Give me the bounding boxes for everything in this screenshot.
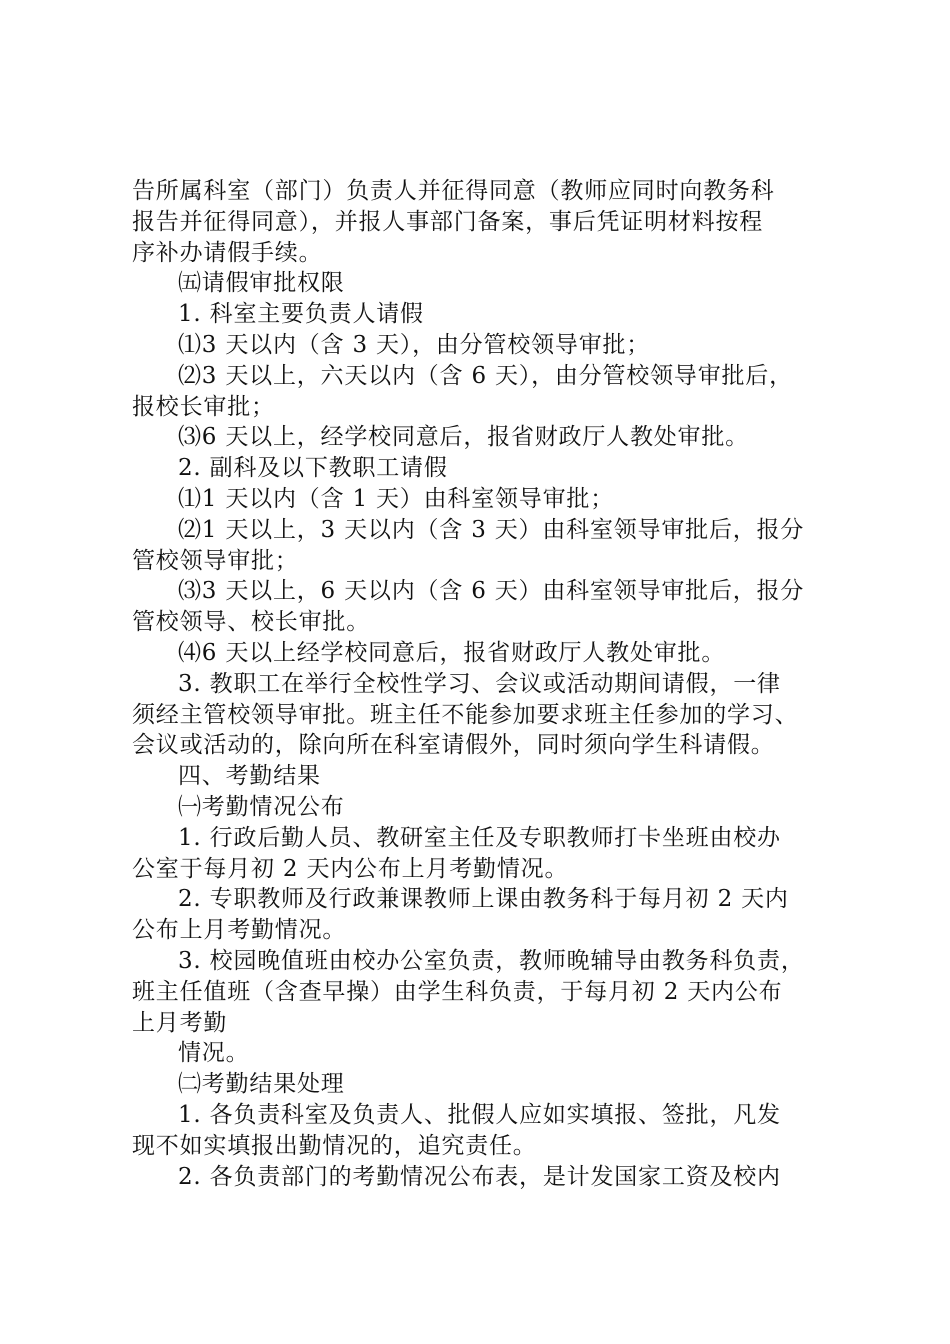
list-item: ⑵3 天以上，六天以内（含 6 天），由分管校领导审批后，: [178, 362, 793, 389]
paragraph-line: 会议或活动的，除向所在科室请假外，同时须向学生科请假。: [132, 732, 775, 759]
paragraph-line: 告所属科室（部门）负责人并征得同意（教师应同时向教务科: [132, 178, 775, 204]
paragraph-line: 2. 专职教师及行政兼课教师上课由教务科于每月初 2 天内: [178, 886, 789, 913]
paragraph-line: 2. 各负责部门的考勤情况公布表，是计发国家工资及校内: [178, 1163, 781, 1190]
paragraph-line: 1. 各负责科室及负责人、批假人应如实填报、签批，凡发: [178, 1101, 781, 1128]
subsection-heading: 1. 科室主要负责人请假: [178, 301, 424, 328]
paragraph-line: 3. 教职工在举行全校性学习、会议或活动期间请假，一律: [178, 670, 781, 697]
paragraph-line: 3. 校园晚值班由校办公室负责，教师晚辅导由教务科负责，: [178, 947, 805, 974]
list-item: ⑵1 天以上，3 天以内（含 3 天）由科室领导审批后，报分: [178, 516, 805, 543]
paragraph-line: 公布上月考勤情况。: [132, 917, 347, 944]
paragraph-line: 现不如实填报出勤情况的，追究责任。: [132, 1132, 537, 1159]
section-heading: ㈤请假审批权限: [178, 270, 345, 297]
subsection-heading: ㈠考勤情况公布: [178, 793, 345, 820]
paragraph-line: 上月考勤: [132, 1009, 228, 1036]
list-item-continuation: 管校领导、校长审批。: [132, 609, 370, 636]
paragraph-line: 公室于每月初 2 天内公布上月考勤情况。: [132, 855, 569, 882]
paragraph-line: 报告并征得同意），并报人事部门备案，事后凭证明材料按程: [132, 208, 764, 235]
list-item: ⑷6 天以上经学校同意后，报省财政厅人教处审批。: [178, 639, 726, 666]
list-item: ⑶3 天以上，6 天以内（含 6 天）由科室领导审批后，报分: [178, 578, 805, 605]
paragraph-line: 序补办请假手续。: [132, 239, 323, 266]
list-item: ⑴1 天以内（含 1 天）由科室领导审批；: [178, 485, 614, 512]
subsection-heading: 2. 副科及以下教职工请假: [178, 455, 448, 482]
list-item-continuation: 报校长审批；: [132, 393, 275, 420]
paragraph-line: 1. 行政后勤人员、教研室主任及专职教师打卡坐班由校办: [178, 824, 781, 851]
subsection-heading: ㈡考勤结果处理: [178, 1071, 345, 1098]
paragraph-line: 班主任值班（含查早操）由学生科负责，于每月初 2 天内公布: [132, 978, 783, 1005]
list-item-continuation: 管校领导审批；: [132, 547, 299, 574]
paragraph-line: 情况。: [178, 1040, 250, 1067]
section-heading: 四、考勤结果: [178, 763, 321, 790]
document-body: [132, 176, 832, 1192]
paragraph-line: 须经主管校领导审批。班主任不能参加要求班主任参加的学习、: [132, 701, 799, 728]
list-item: ⑶6 天以上，经学校同意后，报省财政厅人教处审批。: [178, 424, 749, 451]
list-item: ⑴3 天以内（含 3 天），由分管校领导审批；: [178, 331, 651, 358]
